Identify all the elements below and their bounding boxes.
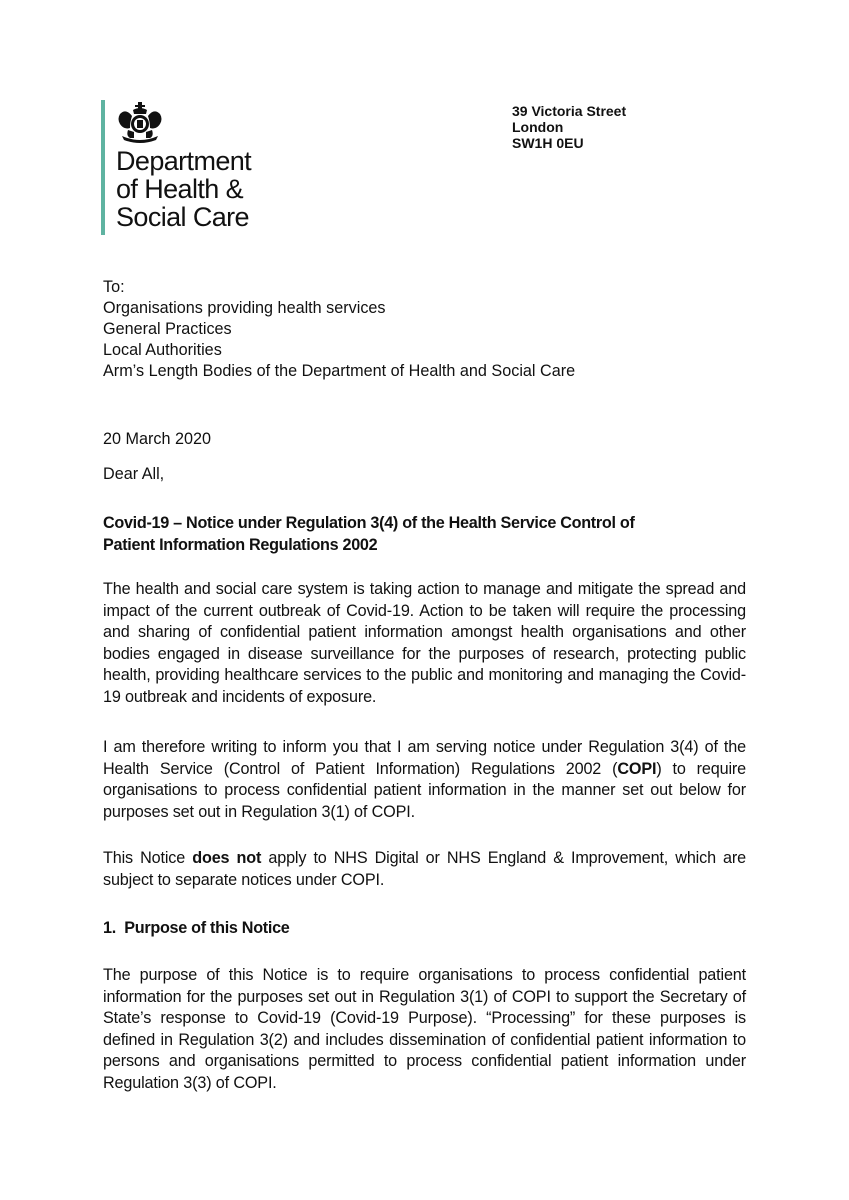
department-name-line: Social Care (116, 202, 249, 232)
paragraph-text: I am therefore writing to inform you that I am serving notice under Regulation 3(4) of the Health Service (Control of Patient Information) Regulations 2002 ( (103, 738, 746, 778)
sender-address (512, 103, 626, 151)
royal-coat-of-arms-icon (114, 100, 166, 146)
department-name (116, 147, 316, 231)
recipient-item: General Practices (103, 320, 232, 338)
body-paragraph-2 (103, 737, 746, 823)
section-1-heading: 1. Purpose of this Notice (103, 919, 290, 937)
address-line: 39 Victoria Street (512, 103, 627, 119)
subject-line: Patient Information Regulations 2002 (103, 535, 378, 554)
paragraph-text: ) to require organisations to process confidential patient information in the manner set out below for purposes set out in Regulation 3(1) of COPI. (103, 759, 746, 821)
salutation: Dear All, (103, 465, 165, 483)
logo-accent-bar (101, 100, 105, 235)
emphasis-does-not: does not (192, 849, 262, 867)
recipient-item: Arm’s Length Bodies of the Department of Health and Social Care (103, 362, 576, 380)
recipients-label: To: (103, 278, 125, 296)
department-name-line: of Health & (116, 174, 243, 204)
body-paragraph-4: The purpose of this Notice is to require organisations to process confidential patient information for the purposes set out in Regulation 3(1) of COPI to support the Secretary of State’s response to Covid-19 (Covid-19 Purpose). “Processing” for these purposes is defined in Regulation 3(2) and includes dissemination of confidential patient information to persons and organisations permitted to process confidential patient information under Regulation 3(3) of COPI. (103, 966, 746, 1092)
body-paragraph-3 (103, 848, 746, 891)
department-name-line: Department (116, 146, 252, 176)
copi-abbreviation: COPI (617, 759, 657, 778)
recipient-item: Local Authorities (103, 341, 222, 359)
paragraph-text: apply to NHS Digital or NHS England & Improvement, which are subject to separate notices under COPI. (103, 849, 746, 889)
subject-line: Covid-19 – Notice under Regulation 3(4) of the Health Service Control of (103, 514, 635, 532)
recipient-item: Organisations providing health services (103, 299, 386, 317)
paragraph-text: This Notice (103, 849, 193, 867)
address-line: SW1H 0EU (512, 135, 584, 151)
letter-date: 20 March 2020 (103, 430, 211, 448)
address-line: London (512, 119, 564, 135)
body-paragraph-1: The health and social care system is taking action to manage and mitigate the spread and impact of the current outbreak of Covid-19. Action to be taken will require the processing and sharing of confidential patient information amongst health organisations and other bodies engaged in disease surveillance for the purposes of research, protecting public health, providing healthcare services to the public and monitoring and managing the Covid-19 outbreak and incidents of exposure. (103, 580, 746, 706)
subject-heading (103, 513, 746, 556)
recipients-block (103, 277, 746, 382)
